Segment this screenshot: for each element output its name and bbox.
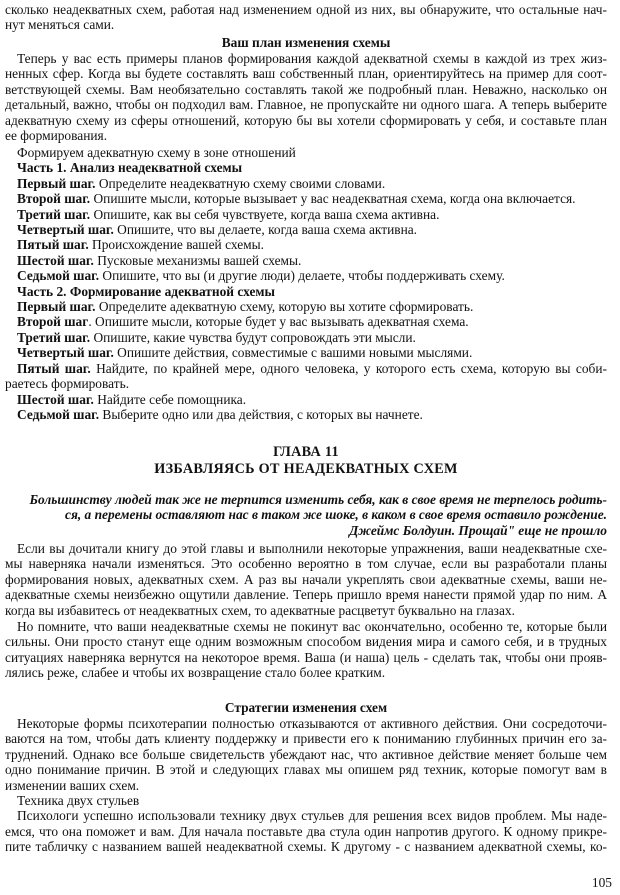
step-label: Четвертый шаг. xyxy=(17,222,114,238)
text-line: сильны. Они просто станут еще одним возможным способом видения мира и самого себя, и в трудных xyxy=(5,634,607,650)
part2-step-5-cont: раетесь формировать. xyxy=(5,376,130,392)
step-label: Пятый шаг. xyxy=(17,237,89,253)
text-line: пите табличку с названием вашей неадекватной схемы. К другому - с названием адекватной схемы, ко- xyxy=(5,839,607,855)
text-line: ваются на том, чтобы дать клиенту поддержку и привести его к пониманию глубинных причин его за- xyxy=(5,731,607,747)
part2-step-4 xyxy=(5,345,607,360)
step-text: Определите неадекватную схему своими словами. xyxy=(95,175,386,191)
chapter-paragraph-1 xyxy=(5,541,607,618)
epigraph-attribution: Джеймс Болдуин. Прощай" еще не прошло xyxy=(349,522,607,538)
text-line: сколько неадекватных схем, работая над изменением одной из них, вы обнаружите, что остальные нач- xyxy=(5,2,607,17)
step-label: Шестой шаг. xyxy=(17,391,94,407)
step-label: Пятый шаг. xyxy=(17,360,91,376)
step-text: Выберите одно или два действия, с которых вы начнете. xyxy=(99,406,423,422)
step-text: Опишите, как вы себя чувствуете, когда ваша схема активна. xyxy=(90,206,440,222)
plan-heading: Ваш план изменения схемы xyxy=(221,35,391,50)
chapter-title: ИЗБАВЛЯЯСЬ ОТ НЕАДЕКВАТНЫХ СХЕМ xyxy=(154,461,458,477)
epigraph xyxy=(5,492,607,538)
strategies-heading: Стратегии изменения схем xyxy=(224,700,388,715)
text-line: когда вы избавитесь от неадекватных схем, то адекватные расцветут буквально на глазах. xyxy=(5,602,515,618)
plan-context: Формируем адекватную схему в зоне отношений xyxy=(17,145,296,160)
part1-step-3 xyxy=(5,207,607,222)
text-line: одно понимание причин. В этой и следующих главах мы опишем ряд техник, которые помогут вам в xyxy=(5,762,607,778)
step-text: Пусковые механизмы вашей схемы. xyxy=(93,252,302,268)
chapter-paragraph-2 xyxy=(5,619,607,681)
step-label: Третий шаг. xyxy=(17,206,91,222)
text-line: адекватную схему из сферы отношений, которую бы вы хотели сформировать у себя, и составьте план xyxy=(5,112,607,128)
step-text: Опишите мысли, которые вызывает у вас неадекватная схема, когда она включается. xyxy=(90,191,576,207)
part2-step-6 xyxy=(5,392,607,407)
text-line: Теперь у вас есть примеры планов формирования каждой адекватной схемы в каждой из трех жиз- xyxy=(17,51,607,66)
text-line: ветствующей схемы. Вам необязательно составлять такой же подробный план. Неважно, насколько он xyxy=(5,81,607,97)
two-chairs-section xyxy=(5,793,607,855)
part2-step-5 xyxy=(5,361,607,376)
step-text: Определите адекватную схему, которую вы хотите сформировать. xyxy=(95,299,474,315)
chapter-heading xyxy=(5,444,607,478)
step-text: Происхождение вашей схемы. xyxy=(88,237,264,253)
step-label: Седьмой шаг. xyxy=(17,406,100,422)
step-text: Опишите, какие чувства будут сопровождать эти мысли. xyxy=(90,329,416,345)
part1-step-4 xyxy=(5,222,607,237)
part2-title: Часть 2. Формирование адекватной схемы xyxy=(17,283,276,299)
step-text: . Опишите мысли, которые будет у вас вызывать адекватная схема. xyxy=(88,314,469,330)
part2-step-2 xyxy=(5,314,607,329)
text-line: адекватные схемы неизбежно ощутили давление. Теперь пришло время нанести прямой удар по ним. А xyxy=(5,587,607,603)
text-line: мы наверняка начали изменяться. Это особенно вероятно в том случае, если вы разработали планы xyxy=(5,556,607,572)
part2-step-1 xyxy=(5,299,607,314)
part2-step-7 xyxy=(5,407,607,422)
step-label: Второй шаг. xyxy=(17,191,91,207)
step-text: Найдите себе помощника. xyxy=(93,391,247,407)
text-line: детальный, важно, чтобы он подходил вам. Главное, не пропускайте ни одного шага. А теперь выберите xyxy=(5,97,607,113)
text-line: труднений. Однако все больше свидетельств убеждают нас, что активное действие меняет больше чем xyxy=(5,746,607,762)
top-paragraph xyxy=(5,2,607,33)
text-line: емся, что она поможет и вам. Для начала поставьте два стула один напротив другого. К одному прикре- xyxy=(5,823,607,839)
step-label: Седьмой шаг. xyxy=(17,268,100,284)
step-label: Шестой шаг. xyxy=(17,252,94,268)
part1-step-6 xyxy=(5,253,607,268)
text-line: Некоторые формы психотерапии полностью отказываются от активного действия. Они сосредоточи- xyxy=(17,716,607,731)
part1-step-7 xyxy=(5,268,607,283)
part1-step-1 xyxy=(5,176,607,191)
step-label: Третий шаг. xyxy=(17,329,91,345)
step-text: Найдите, по крайней мере, одного человека, у которого есть схема, которую вы соби- xyxy=(90,360,607,376)
text-line: нут меняться сами. xyxy=(5,17,115,33)
text-line: лялись реже, слабее и чтобы их возвращение стало более кратким. xyxy=(5,665,386,681)
step-text: Опишите, что вы делаете, когда ваша схема активна. xyxy=(113,222,418,238)
text-line: ее формирования. xyxy=(5,128,108,144)
step-label: Первый шаг. xyxy=(17,299,96,315)
page-number: 105 xyxy=(591,875,612,890)
text-line: изменении ваших схем. xyxy=(5,777,140,793)
step-label: Второй шаг xyxy=(17,314,89,330)
text-line: Если вы дочитали книгу до этой главы и выполнили некоторые упражнения, ваши неадекватные схе- xyxy=(17,541,607,556)
text-line: Психологи успешно использовали технику двух стульев для решения всех видов проблем. Мы наде- xyxy=(17,808,607,824)
step-label: Первый шаг. xyxy=(17,175,96,191)
part1-step-5 xyxy=(5,237,607,252)
text-line: Но помните, что ваши неадекватные схемы не покинут вас окончательно, особенно те, которые были xyxy=(17,619,607,634)
chapter-number: ГЛАВА 11 xyxy=(273,444,339,460)
step-text: Опишите действия, совместимые с вашими новыми мыслями. xyxy=(113,345,473,361)
text-line: формирования новых, адекватных схем. А раз вы начали укреплять свои адекватные схемы, ваши не- xyxy=(5,571,607,587)
plan-intro-paragraph xyxy=(5,51,607,143)
step-text: Опишите, что вы (и другие люди) делаете, чтобы поддерживать схему. xyxy=(99,268,505,284)
epigraph-line: ся, а перемены оставляют нас в таком же шоке, в каком в свое время оставило рождение. xyxy=(65,507,607,523)
epigraph-line: Большинству людей так же не терпится изменить себя, как в свое время не терпелось родить- xyxy=(29,492,607,507)
text-line: ненных сфер. Когда вы будете составлять ваш собственный план, ориентируйтесь на пример для соот- xyxy=(5,66,607,82)
part2-step-3 xyxy=(5,330,607,345)
part1-title: Часть 1. Анализ неадекватной схемы xyxy=(17,160,243,176)
two-chairs-title: Техника двух стульев xyxy=(17,793,140,808)
text-line: ситуациях наверняка вернутся на некоторое время. Ваша (и наша) цель - сделать так, чтобы они прояв- xyxy=(5,649,607,665)
plan-steps xyxy=(5,145,607,422)
part1-step-2 xyxy=(5,191,607,206)
step-label: Четвертый шаг. xyxy=(17,345,114,361)
strategies-paragraph xyxy=(5,716,607,793)
